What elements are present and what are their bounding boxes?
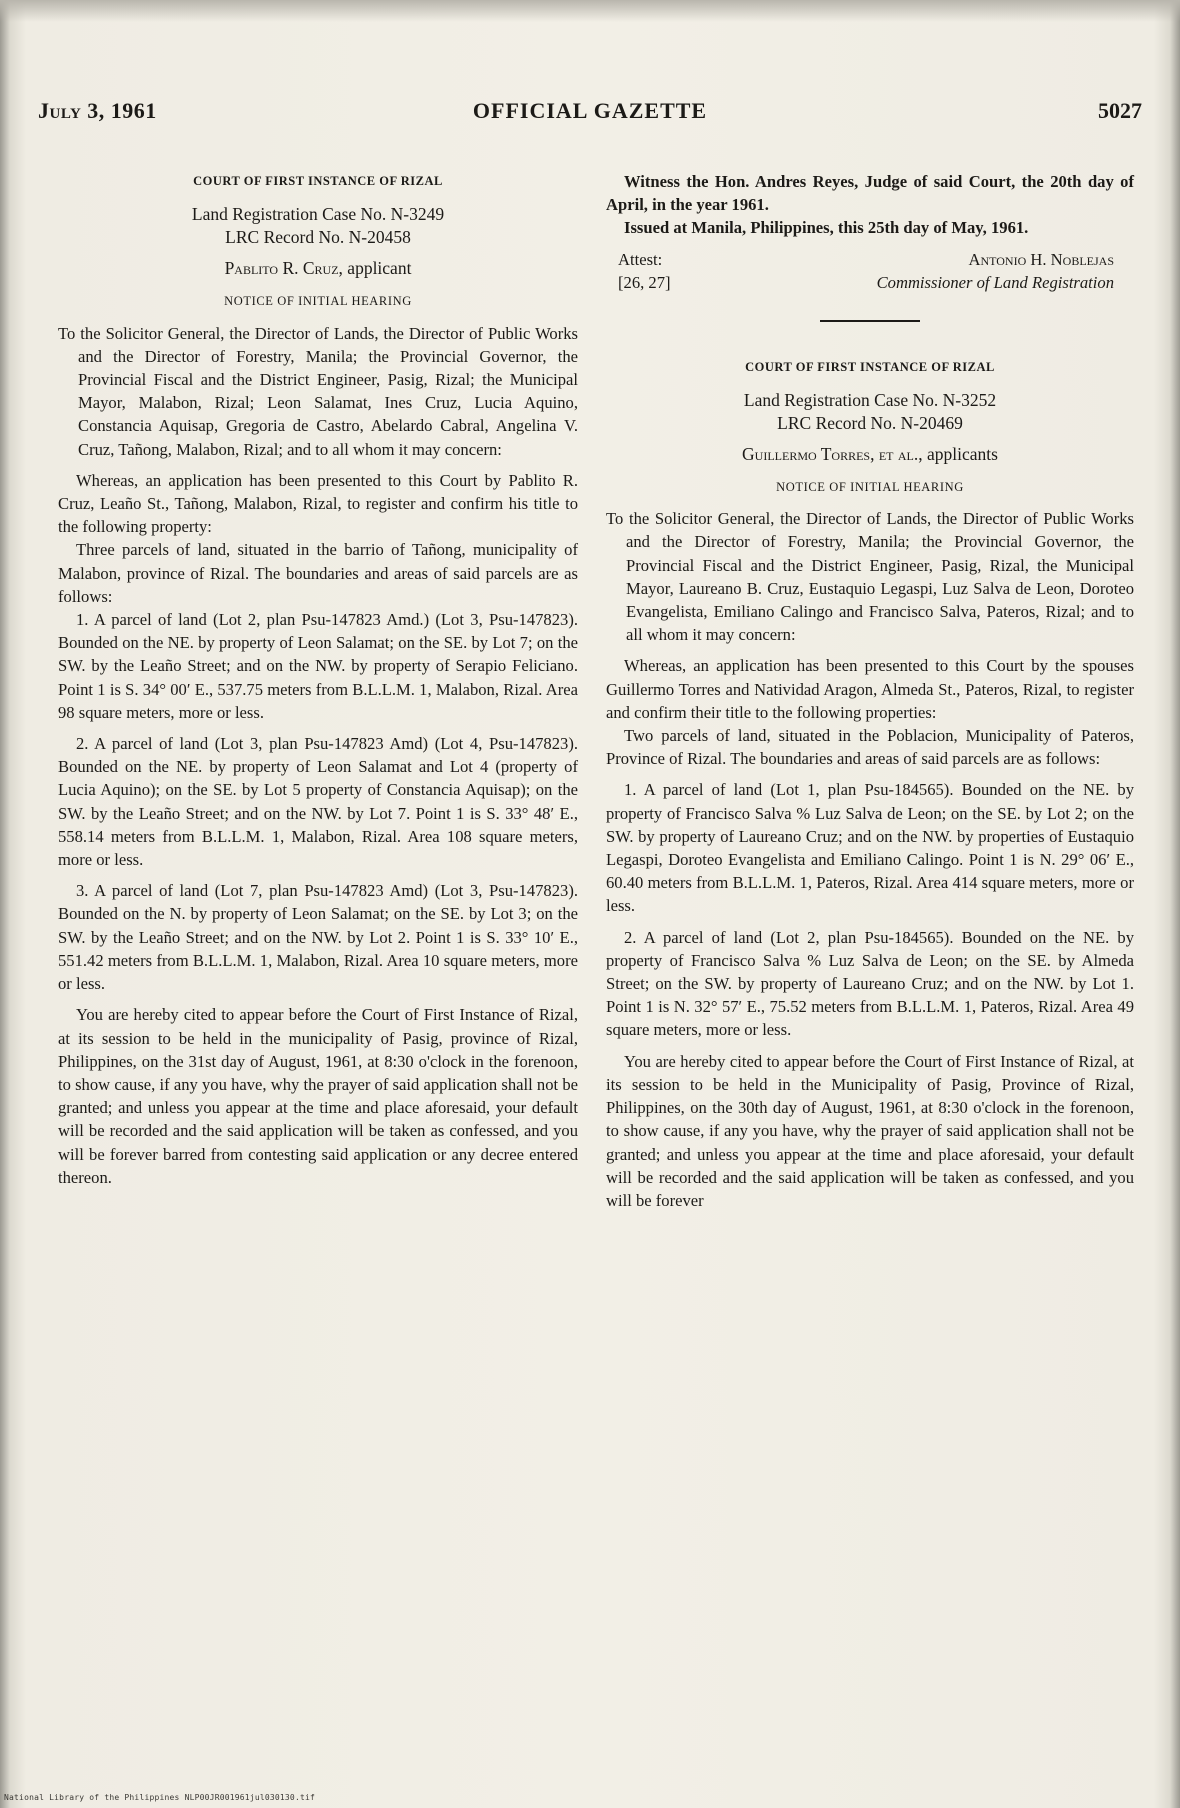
notice-heading: NOTICE OF INITIAL HEARING — [224, 294, 412, 309]
case-number: Land Registration Case No. N-3252 — [743, 389, 997, 410]
attest-name: Antonio H. Noblejas — [968, 249, 1114, 269]
record-number: LRC Record No. N-20469 — [777, 412, 963, 433]
parcel-1: 1. A parcel of land (Lot 2, plan Psu-147823 Amd.) (Lot 3, Psu-147823). Bounded on the NE. by property of Leon Salamat; on the SE. by Lot 7; on the SW. by the Leaño Street; and on the NW. by property of Serapio Feliciano. Point 1 is S. 34° 00′ E., 537.75 meters from B.L.L.M. 1, Malabon, Rizal. Area 98 square meters, more or less. — [58, 610, 578, 722]
attest-reference: [26, 27] — [618, 272, 671, 292]
applicant-line — [606, 443, 1134, 466]
issued-paragraph: Issued at Manila, Philippines, this 25th day of May, 1961. — [624, 218, 1029, 238]
witness-paragraph: Witness the Hon. Andres Reyes, Judge of said Court, the 20th day of April, in the year 1961. — [606, 172, 1134, 215]
notice-heading: NOTICE OF INITIAL HEARING — [776, 480, 964, 495]
right-column — [606, 170, 1134, 1212]
page-number: 5027 — [1098, 98, 1142, 123]
header-date: July 3, 1961 — [38, 98, 157, 123]
parcel-2: 2. A parcel of land (Lot 2, plan Psu-184565). Bounded on the NE. by property of Francisco Salva % Luz Salva de Leon; on the SE. by Almeda Street; on the SW. by property of Laureano Cruz; and on the NW. by Lot 1. Point 1 is N. 32° 57′ E., 75.52 meters from B.L.L.M. 1, Pateros, Rizal. Area 49 square meters, more or less. — [606, 927, 1134, 1040]
addressee-paragraph: To the Solicitor General, the Director of Lands, the Director of Public Works and the Director of Forestry, Manila; the Provincial Governor, the Provincial Fiscal and the District Engineer, Pasig, Rizal, the Municipal Mayor, Laureano B. Cruz, Eustaquio Legaspi, Luz Salva de Leon, Doroteo Evangelista, Emiliano Calingo and Francisco Salva, Pateros, Rizal; and to all whom it may concern: — [606, 509, 1134, 645]
whereas-paragraph: Whereas, an application has been presented to this Court by the spouses Guillermo Torres and Natividad Aragon, Almeda St., Pateros, Rizal, to register and confirm their title to the following properties: — [606, 656, 1134, 722]
section-divider — [820, 320, 920, 322]
attest-label: Attest: — [618, 249, 663, 269]
attest-block — [606, 248, 1134, 294]
scan-footer: National Library of the Philippines NLP00JR001961jul030130.tif — [4, 1793, 316, 1802]
applicant-name: Guillermo Torres, et al., — [742, 443, 923, 464]
publication-title: OFFICIAL GAZETTE — [472, 98, 708, 123]
parcels-intro: Three parcels of land, situated in the barrio of Tañong, municipality of Malabon, province of Rizal. The boundaries and areas of said parcels are as follows: — [58, 540, 578, 606]
page-header — [38, 98, 1142, 132]
applicant-role: applicants — [927, 443, 998, 464]
applicant-role: applicant — [347, 258, 412, 279]
citation-paragraph: You are hereby cited to appear before the Court of First Instance of Rizal, at its session to be held in the municipality of Pasig, province of Rizal, Philippines, on the 31st day of August, 1961, at 8:30 o'clock in the forenoon, to show cause, if any you have, why the prayer of said application shall not be granted; and unless you appear at the time and place aforesaid, your default will be recorded and the said application will be taken as confessed, and you will be forever barred from contesting said application or any decree entered thereon. — [58, 1005, 578, 1187]
parcel-1: 1. A parcel of land (Lot 1, plan Psu-184565). Bounded on the NE. by property of Francisco Salva % Luz Salva de Leon; on the SE. by Lot 2; on the SW. by property of Laureano Cruz; and on the NW. by properties of Eustaquio Legaspi, Doroteo Evangelista and Emiliano Calingo. Point 1 is N. 29° 06′ E., 60.40 meters from B.L.L.M. 1, Pateros, Rizal. Area 414 square meters, more or less. — [606, 780, 1134, 916]
parcels-intro: Two parcels of land, situated in the Poblacion, Municipality of Pateros, Province of Rizal. The boundaries and areas of said parcels are as follows: — [606, 726, 1134, 769]
left-column — [58, 170, 578, 1189]
applicant-name: Pablito R. Cruz, — [224, 258, 343, 279]
case-number: Land Registration Case No. N-3249 — [191, 204, 445, 225]
parcel-3: 3. A parcel of land (Lot 7, plan Psu-147823 Amd) (Lot 3, Psu-147823). Bounded on the N. by property of Leon Salamat; on the SE. by Lot 3; on the SW. by the Leaño Street; and on the NW. by Lot 2. Point 1 is S. 33° 10′ E., 551.42 meters from B.L.L.M. 1, Malabon, Rizal. Area 10 square meters, more or less. — [58, 881, 578, 994]
record-number: LRC Record No. N-20458 — [225, 227, 411, 248]
addressee-paragraph: To the Solicitor General, the Director of Lands, the Director of Public Works and the Director of Forestry, Manila; the Provincial Governor, the Provincial Fiscal and the District Engineer, Pasig, Rizal; the Municipal Mayor, Malabon, Rizal; Leon Salamat, Ines Cruz, Lucia Aquino, Constancia Aquisap, Gregoria de Castro, Abelardo Cabral, Angelina V. Cruz, Tañong, Malabon, Rizal; and to all whom it may concern: — [58, 323, 578, 459]
attest-title: Commissioner of Land Registration — [876, 272, 1114, 292]
court-heading: COURT OF FIRST INSTANCE OF RIZAL — [745, 359, 995, 374]
parcel-2: 2. A parcel of land (Lot 3, plan Psu-147823 Amd) (Lot 4, Psu-147823). Bounded on the NE. by property of Leon Salamat and Lot 4 (property of Lucia Aquino); on the SE. by Lot 5 property of Constancia Aquisap); on the SW. by the Leaño Street; and on the NW. by Lot 7. Point 1 is S. 33° 48′ E., 558.14 meters from B.L.L.M. 1, Malabon, Rizal. Area 108 square meters, more or less. — [58, 734, 578, 870]
court-heading: COURT OF FIRST INSTANCE OF RIZAL — [193, 174, 443, 188]
whereas-paragraph: Whereas, an application has been presented to this Court by Pablito R. Cruz, Leaño St., Tañong, Malabon, Rizal, to register and confirm his title to the following property: — [58, 470, 578, 537]
citation-paragraph: You are hereby cited to appear before the Court of First Instance of Rizal, at its session to be held in the Municipality of Pasig, Province of Rizal, Philippines, on the 30th day of August, 1961, at 8:30 o'clock in the forenoon, to show cause, if any you have, why the prayer of said application shall not be granted; and unless you appear at the time and place aforesaid, your default will be recorded and the said application will be taken as confessed, and you will be forever — [606, 1051, 1134, 1210]
applicant-line — [58, 257, 578, 280]
